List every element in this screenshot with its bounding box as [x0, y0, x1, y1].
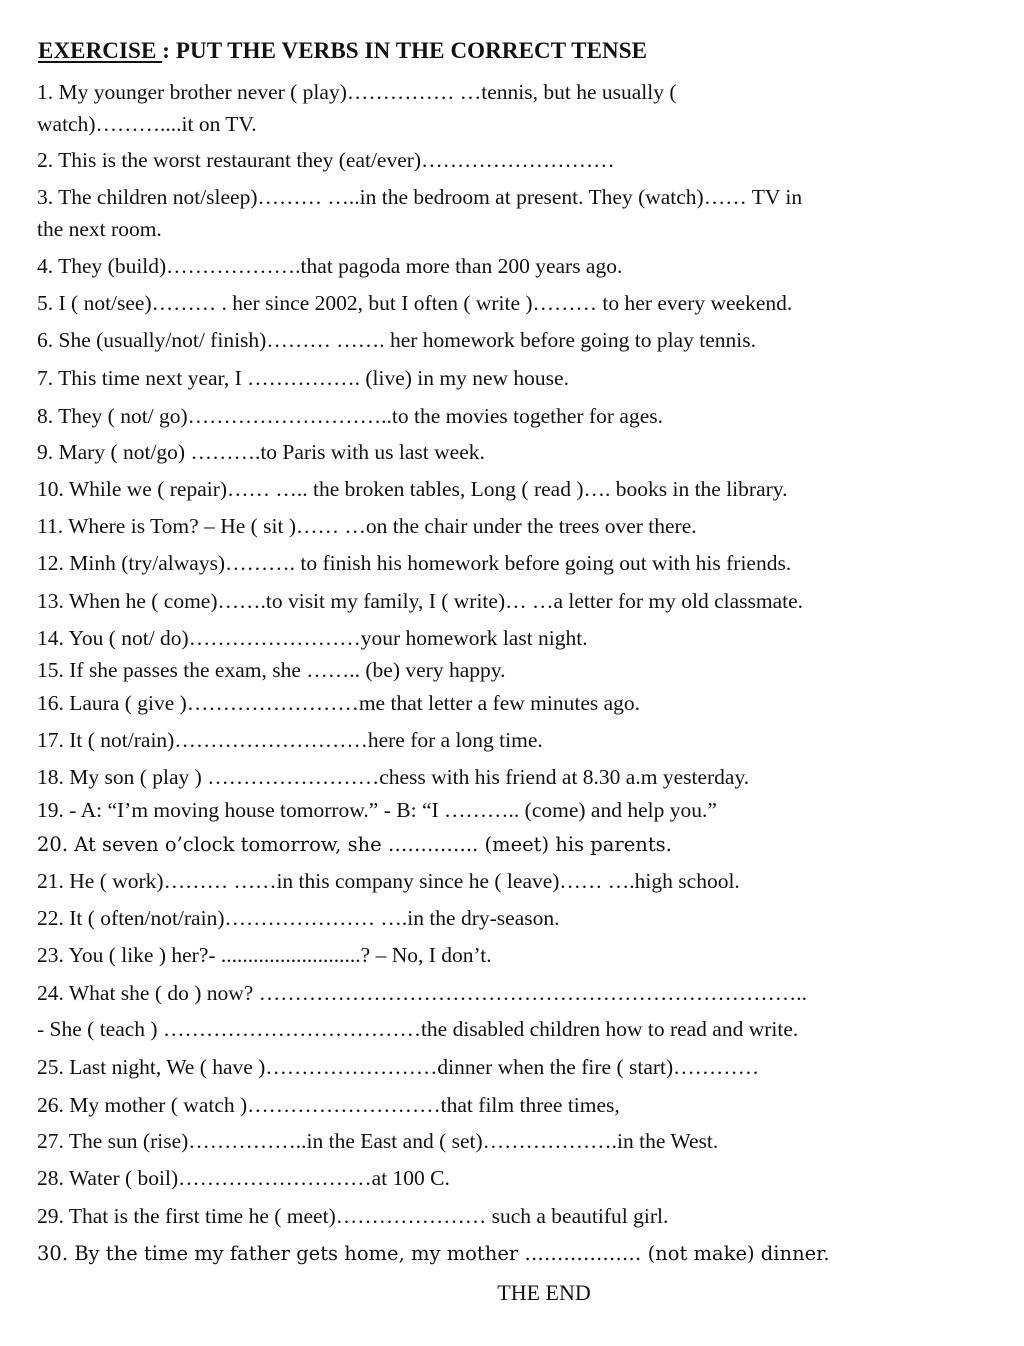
sentence-line-25: 25. Last night, We ( have )……………………dinner when the fire ( start)………… — [37, 1055, 760, 1079]
sentence-line-22: 22. It ( often/not/rain)………………… ….in the dry-season. — [37, 906, 560, 930]
sentence-line-1b: watch)………....it on TV. — [37, 112, 257, 136]
sentence-line-21: 21. He ( work)……… ……in this company since he ( leave)…… ….high school. — [37, 869, 740, 893]
sentence-line-15: 15. If she passes the exam, she …….. (be) very happy. — [37, 658, 506, 682]
sentence-line-6: 6. She (usually/not/ finish)……… ……. her homework before going to play tennis. — [37, 328, 756, 352]
sentence-line-17: 17. It ( not/rain)………………………here for a long time. — [37, 728, 543, 752]
exercise-title-prefix: EXERCISE — [38, 38, 163, 63]
sentence-line-30: 30. By the time my father gets home, my mother ……………… (not make) dinner. — [37, 1242, 830, 1265]
sentence-line-8: 8. They ( not/ go)………………………..to the movies together for ages. — [37, 404, 663, 428]
exercise-title-rest: : PUT THE VERBS IN THE CORRECT TENSE — [162, 38, 648, 63]
sentence-line-13: 13. When he ( come)…….to visit my family, I ( write)… …a letter for my old classmate. — [37, 589, 804, 613]
sentence-line-24-answer: - She ( teach ) ………………………………the disabled children how to read and write. — [37, 1017, 799, 1041]
exercise-title — [38, 38, 647, 64]
sentence-line-1a: 1. My younger brother never ( play)…………… …tennis, but he usually ( — [37, 80, 677, 104]
sentence-line-7: 7. This time next year, I ……………. (live) in my new house. — [37, 366, 569, 390]
sentence-line-19: 19. - A: “I’m moving house tomorrow.” - B: “I ……….. (come) and help you.” — [37, 798, 717, 822]
sentence-line-23: 23. You ( like ) her?- ..........................? – No, I don’t. — [37, 943, 492, 967]
sentence-line-14: 14. You ( not/ do)……………………your homework last night. — [37, 626, 588, 650]
sentence-line-24: 24. What she ( do ) now? ………………………………………………………………….. — [37, 981, 807, 1005]
sentence-line-26: 26. My mother ( watch )………………………that film three times, — [37, 1093, 620, 1117]
sentence-line-12: 12. Minh (try/always)………. to finish his homework before going out with his friends. — [37, 551, 792, 575]
sentence-line-10: 10. While we ( repair)…… ….. the broken tables, Long ( read )…. books in the library. — [37, 477, 788, 501]
sentence-line-4: 4. They (build)……………….that pagoda more than 200 years ago. — [37, 254, 623, 278]
sentence-line-3a: 3. The children not/sleep)……… …..in the bedroom at present. They (watch)…… TV in — [37, 185, 803, 209]
sentence-line-2: 2. This is the worst restaurant they (eat/ever)……………………… — [37, 148, 615, 172]
sentence-line-27: 27. The sun (rise)……………..in the East and ( set)……………….in the West. — [37, 1129, 719, 1153]
sentence-line-16: 16. Laura ( give )……………………me that letter a few minutes ago. — [37, 691, 641, 715]
sentence-line-18: 18. My son ( play ) ……………………chess with his friend at 8.30 a.m yesterday. — [37, 765, 750, 789]
sentence-line-5: 5. I ( not/see)……… . her since 2002, but I often ( write )……… to her every weekend. — [37, 291, 793, 315]
the-end-label: THE END — [497, 1280, 591, 1305]
sentence-line-29: 29. That is the first time he ( meet)………………… such a beautiful girl. — [37, 1204, 669, 1228]
sentence-line-3b: the next room. — [37, 217, 162, 241]
sentence-line-28: 28. Water ( boil)………………………at 100 C. — [37, 1166, 450, 1190]
sentence-line-11: 11. Where is Tom? – He ( sit )…… …on the chair under the trees over there. — [37, 514, 697, 538]
sentence-line-9: 9. Mary ( not/go) ……….to Paris with us last week. — [37, 440, 485, 464]
sentence-line-20: 20. At seven o’clock tomorrow, she ………….. (meet) his parents. — [37, 833, 672, 856]
